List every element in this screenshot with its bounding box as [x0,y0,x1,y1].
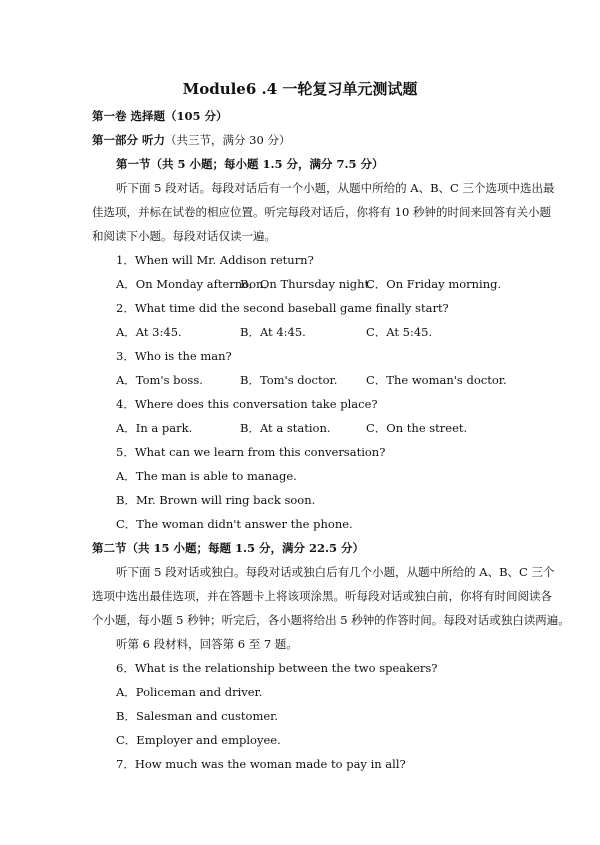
q1-option-c: C．On Friday morning. [366,277,502,291]
q3-option-b: B．Tom's doctor. [240,373,338,387]
part1-note: （共三节，满分 30 分） [165,133,291,147]
q6-option-a: A．Policeman and driver. [116,685,263,699]
q5-option-c: C．The woman didn't answer the phone. [116,517,353,531]
q2-option-b: B．At 4:45. [240,325,306,339]
section1-heading: 第一节（共 5 小题；每小题 1.5 分，满分 7.5 分） [116,157,384,171]
question-7: 7．How much was the woman made to pay in all? [116,757,406,771]
question-2: 2．What time did the second baseball game finally start? [116,301,449,315]
question-4: 4．Where does this conversation take place? [116,397,378,411]
section2-heading [92,541,364,555]
question-5: 5．What can we learn from this conversation? [116,445,386,459]
q2-option-c: C．At 5:45. [366,325,433,339]
part1-heading [92,133,290,147]
q6-option-c: C．Employer and employee. [116,733,281,747]
section2-instruction-3: 个小题，每小题 5 秒钟；听完后，各小题将给出 5 秒钟的作答时间。每段对话或独白读两遍。 [92,613,570,627]
page-title: Module6 .4 一轮复习单元测试题 [182,80,418,98]
part1-label: 第一部分 听力 [92,133,166,147]
q4-option-b: B．At a station. [240,421,331,435]
q1-option-b: B．On Thursday night． [240,277,381,291]
q4-option-c: C．On the street. [366,421,468,435]
q6-option-b: B．Salesman and customer. [116,709,279,723]
question-6: 6．What is the relationship between the two speakers? [116,661,438,675]
q5-option-b: B．Mr. Brown will ring back soon. [116,493,316,507]
q4-option-a: A．In a park. [116,421,193,435]
q3-option-a: A．Tom's boss. [116,373,203,387]
q3-option-c: C．The woman's doctor. [366,373,507,387]
section2-header: （共 15 小题；每题 1.5 分，满分 22.5 分） [126,541,365,555]
question-3: 3．Who is the man? [116,349,232,363]
section1-instruction-3: 和阅读下小题。每段对话仅读一遍。 [92,229,276,243]
volume-heading: 第一卷 选择题（105 分） [92,109,228,123]
q1-option-a: A．On Monday afternoon． [116,277,275,291]
q2-option-a: A．At 3:45. [116,325,182,339]
q5-option-a: A．The man is able to manage. [116,469,297,483]
section1-instruction-1: 听下面 5 段对话。每段对话后有一个小题，从题中所给的 A、B、C 三个选项中选出最 [116,181,555,195]
question-1: 1．When will Mr. Addison return? [116,253,314,267]
section2-instruction-2: 选项中选出最佳选项，并在答题卡上将该项涂黑。听每段对话或独白前，你将有时间阅读各 [92,589,552,603]
section2-instruction-1: 听下面 5 段对话或独白。每段对话或独白后有几个小题，从题中所给的 A、B、C 三个 [116,565,555,579]
section1-instruction-2: 佳选项，并标在试卷的相应位置。听完每段对话后，你将有 10 秒钟的时间来回答有关小题 [92,205,551,219]
material-6-note: 听第 6 段材料，回答第 6 至 7 题。 [116,637,298,651]
section2-label: 第二节 [92,541,127,555]
